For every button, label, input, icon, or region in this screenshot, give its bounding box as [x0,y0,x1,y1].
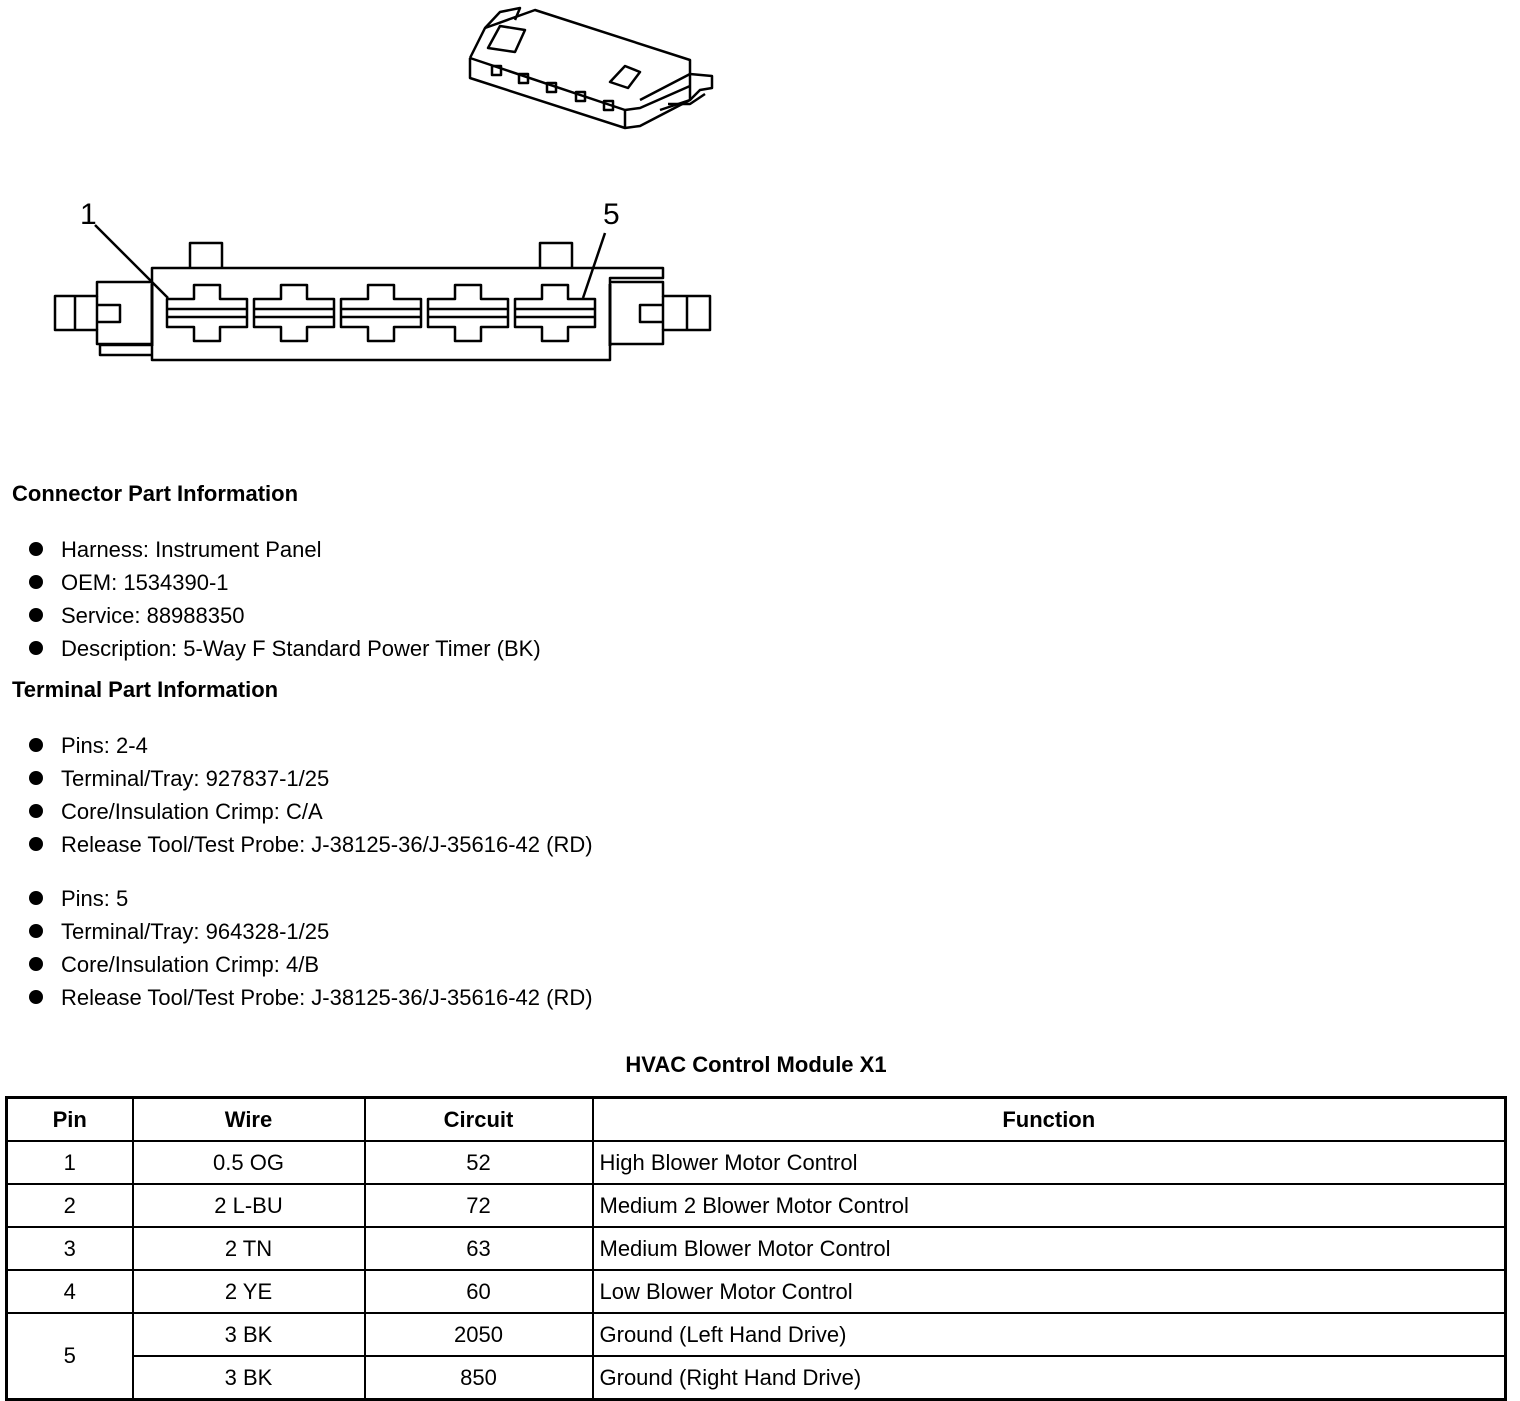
cell-function: High Blower Motor Control [593,1141,1506,1184]
terminal-cavity-1 [167,285,247,341]
cell-circuit: 72 [365,1184,593,1227]
terminal-cavity-2 [254,285,334,341]
cell-wire: 2 YE [133,1270,365,1313]
pin-1-leader [95,225,168,298]
list-item: Terminal/Tray: 927837-1/25 [28,762,593,795]
pin-1-label: 1 [80,198,97,231]
terminal-part-info-heading: Terminal Part Information [12,677,279,702]
header-function: Function [593,1098,1506,1142]
list-item: Terminal/Tray: 964328-1/25 [28,915,593,948]
list-item: Harness: Instrument Panel [28,533,541,566]
list-item: OEM: 1534390-1 [28,566,541,599]
table-title: HVAC Control Module X1 [625,1052,887,1077]
cell-circuit: 2050 [365,1313,593,1356]
cell-wire: 0.5 OG [133,1141,365,1184]
list-item: Release Tool/Test Probe: J-38125-36/J-35616-42 (RD) [28,828,593,861]
pin-5-leader [583,233,605,298]
table-row [7,1270,1506,1313]
cell-pin: 4 [7,1270,133,1313]
connector-isometric-view [470,8,712,128]
list-item: Service: 88988350 [28,599,541,632]
table-row [7,1141,1506,1184]
list-item: Core/Insulation Crimp: 4/B [28,948,593,981]
cell-pin: 1 [7,1141,133,1184]
connector-diagram [0,0,1520,470]
connector-part-info-heading: Connector Part Information [12,481,299,506]
table-row [7,1227,1506,1270]
table-row [7,1313,1506,1356]
connector-part-info-list [28,533,541,665]
header-pin: Pin [7,1098,133,1142]
header-circuit: Circuit [365,1098,593,1142]
cell-wire: 3 BK [133,1313,365,1356]
header-wire: Wire [133,1098,365,1142]
terminal-group-1-list [28,729,593,861]
terminal-cavity-4 [428,285,508,341]
table-row [7,1356,1506,1400]
list-item: Release Tool/Test Probe: J-38125-36/J-35616-42 (RD) [28,981,593,1014]
cell-function: Ground (Right Hand Drive) [593,1356,1506,1400]
table-header-row [7,1098,1506,1142]
cell-wire: 2 TN [133,1227,365,1270]
cell-circuit: 63 [365,1227,593,1270]
list-item: Core/Insulation Crimp: C/A [28,795,593,828]
list-item: Description: 5-Way F Standard Power Timer (BK) [28,632,541,665]
cell-circuit: 60 [365,1270,593,1313]
table-row [7,1184,1506,1227]
cell-pin: 2 [7,1184,133,1227]
terminal-cavity-3 [341,285,421,341]
list-item: Pins: 5 [28,882,593,915]
cell-pin: 3 [7,1227,133,1270]
cell-function: Medium Blower Motor Control [593,1227,1506,1270]
terminal-cavity-5 [515,285,595,341]
cell-wire: 3 BK [133,1356,365,1400]
list-item: Pins: 2-4 [28,729,593,762]
cell-function: Ground (Left Hand Drive) [593,1313,1506,1356]
cell-wire: 2 L-BU [133,1184,365,1227]
cell-circuit: 850 [365,1356,593,1400]
cell-function: Low Blower Motor Control [593,1270,1506,1313]
pin-5-label: 5 [603,198,620,231]
connector-face-view [55,225,710,360]
cell-pin: 5 [7,1313,133,1400]
cell-circuit: 52 [365,1141,593,1184]
terminal-group-2-list [28,882,593,1014]
pinout-table [5,1096,1507,1401]
cell-function: Medium 2 Blower Motor Control [593,1184,1506,1227]
